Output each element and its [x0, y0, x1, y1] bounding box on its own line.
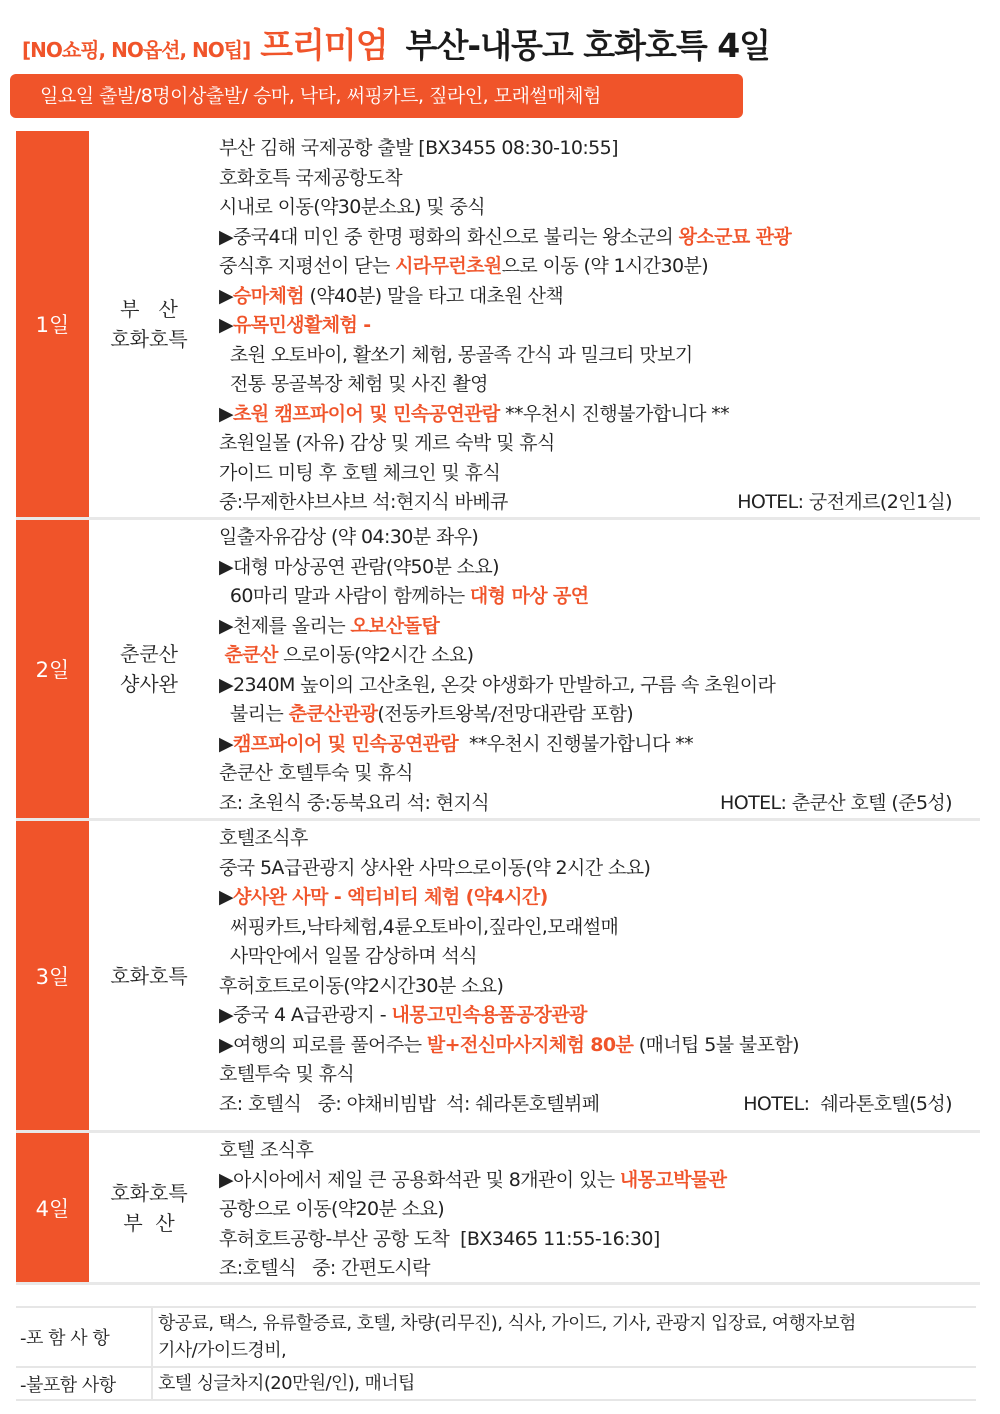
schedule-line — [219, 759, 980, 789]
city-cell — [89, 821, 209, 1130]
schedule-line — [219, 370, 980, 400]
hotel-info: HOTEL: 궁전게르(2인1실) — [737, 491, 952, 513]
hotel-info: HOTEL: 춘쿤산 호텔 (준5성) — [720, 791, 952, 814]
schedule-line — [219, 1166, 980, 1196]
highlight-text: 샹사완 사막 - 엑티비티 체험 (약4시간) — [233, 886, 548, 908]
city-cell — [89, 520, 209, 818]
schedule-text: ▶ — [219, 732, 234, 755]
schedule-line — [219, 1225, 980, 1255]
schedule-text: 호텔 조식후 — [219, 1139, 314, 1161]
highlight-text: 춘쿤산 — [224, 644, 278, 666]
schedule-line — [219, 193, 980, 223]
schedule-text: ▶중국 4 A급관광지 - — [219, 1004, 392, 1026]
schedule-line — [219, 942, 980, 972]
highlight-text: 내몽고박물관 — [619, 1168, 727, 1191]
detail-cell — [209, 131, 980, 517]
schedule-text: 중:무제한샤브샤브 석:현지식 바베큐 — [219, 491, 508, 513]
note-row — [16, 1308, 976, 1368]
highlight-text: 발+전신마사지체험 80분 — [426, 1033, 634, 1056]
schedule-line — [219, 311, 980, 341]
schedule-text: 호텔조식후 — [219, 827, 308, 849]
schedule-text: ▶ — [219, 284, 234, 307]
schedule-text: 불리는 — [219, 703, 289, 725]
highlight-text: 춘쿤산관광 — [288, 703, 378, 725]
note-line: 기사/가이드경비, — [158, 1340, 287, 1361]
schedule-line — [219, 134, 980, 164]
schedule-text: 전통 몽골복장 체험 및 사진 촬영 — [219, 373, 488, 395]
notes-table — [16, 1306, 976, 1401]
note-row — [16, 1368, 976, 1401]
schedule-line — [219, 164, 980, 194]
day-row — [16, 821, 980, 1133]
subtitle-banner: 일요일 출발/8명이상출발/ 승마, 낙타, 써핑카트, 짚라인, 모래썰매체험 — [10, 74, 743, 118]
schedule-text: 초원 오토바이, 활쏘기 체험, 몽골족 간식 과 밀크티 맛보기 — [219, 343, 693, 366]
schedule-line — [219, 1031, 980, 1061]
detail-cell — [209, 520, 980, 818]
schedule-text: ▶ — [219, 886, 234, 908]
schedule-text: **우천시 진행불가합니다 ** — [499, 402, 730, 425]
schedule-text: 으로이동(약2시간 소요) — [277, 644, 474, 666]
detail-cell — [209, 821, 980, 1130]
schedule-text: ▶천제를 올리는 — [219, 614, 351, 637]
highlight-text: 초원 캠프파이어 및 민속공연관람 — [233, 402, 500, 425]
schedule-line — [219, 1090, 980, 1120]
title-line — [22, 18, 770, 67]
schedule-line — [219, 730, 980, 760]
schedule-text: 부산 김해 국제공항 출발 [BX3455 08:30-10:55] — [219, 137, 618, 159]
schedule-line — [219, 341, 980, 371]
day-row — [16, 520, 980, 821]
city-name: 부 산 — [123, 1210, 175, 1235]
schedule-text: 중국 5A급관광지 샹사완 사막으로이동(약 2시간 소요) — [219, 856, 651, 879]
schedule-text: 초원일몰 (자유) 감상 및 게르 숙박 및 휴식 — [219, 432, 555, 454]
highlight-text: 시라무런초원 — [395, 255, 502, 277]
city-name: 호화호특 — [110, 963, 188, 988]
title-tag: [NO쇼핑, NO옵션, NO팁] — [22, 38, 251, 62]
schedule-line — [219, 1001, 980, 1031]
schedule-line — [219, 854, 980, 884]
schedule-line — [219, 700, 980, 730]
schedule-text: ▶대형 마상공연 관람(약50분 소요) — [219, 555, 499, 578]
schedule-line — [219, 641, 980, 671]
highlight-text: 왕소군묘 관광 — [678, 225, 792, 248]
schedule-text: **우천시 진행불가합니다 ** — [458, 732, 694, 755]
day-label: 4일 — [16, 1133, 89, 1282]
schedule-text: 사막안에서 일몰 감상하며 석식 — [219, 945, 478, 967]
schedule-text: 호텔투숙 및 휴식 — [219, 1063, 355, 1085]
schedule-text: ▶ — [219, 402, 234, 425]
schedule-text: 시내로 이동(약30분소요) 및 중식 — [219, 196, 485, 218]
highlight-text: 유목민생활체험 - — [233, 314, 371, 336]
schedule-line — [219, 282, 980, 312]
schedule-line — [219, 1060, 980, 1090]
schedule-text: (매너팁 5불 불포함) — [633, 1033, 799, 1056]
schedule-text: 조:호텔식 중: 간편도시락 — [219, 1257, 430, 1279]
schedule-line — [219, 429, 980, 459]
schedule-line — [219, 671, 980, 701]
highlight-text: 대형 마상 공연 — [469, 585, 589, 607]
schedule-text: ▶여행의 피로를 풀어주는 — [219, 1033, 427, 1056]
schedule-line — [219, 1136, 980, 1166]
highlight-text: 캠프파이어 및 민속공연관람 — [233, 732, 459, 755]
schedule-line — [219, 1195, 980, 1225]
day-label: 3일 — [16, 821, 89, 1130]
page-title: 부산-내몽고 호화호특 4일 — [405, 26, 771, 65]
city-name: 춘쿤산 — [120, 642, 178, 666]
schedule-line — [219, 553, 980, 583]
title-premium: 프리미엄 — [260, 26, 388, 66]
schedule-text: 후허호트공항-부산 공항 도착 [BX3465 11:55-16:30] — [219, 1227, 660, 1250]
day-label: 1일 — [16, 131, 89, 517]
day-label: 2일 — [16, 520, 89, 818]
city-cell — [89, 131, 209, 517]
schedule-text: 일출자유감상 (약 04:30분 좌우) — [219, 526, 479, 548]
schedule-line — [219, 972, 980, 1002]
note-label: -포 함 사 항 — [16, 1308, 153, 1366]
schedule-line — [219, 883, 980, 913]
schedule-text: 조: 초원식 중:동북요리 석: 현지식 — [219, 791, 489, 814]
schedule-line — [219, 824, 980, 854]
schedule-line — [219, 913, 980, 943]
schedule-text: 조: 호텔식 중: 야채비빔밥 석: 쉐라톤호텔뷔페 — [219, 1092, 600, 1115]
note-line: 호텔 싱글차지(20만원/인), 매너팁 — [158, 1373, 415, 1394]
schedule-line — [219, 488, 980, 518]
highlight-text: 내몽고민속용품공장관광 — [391, 1004, 587, 1026]
schedule-text: 60마리 말과 사람이 함께하는 — [219, 585, 470, 607]
schedule-line — [219, 582, 980, 612]
schedule-text: (약40분) 말을 타고 대초원 산책 — [304, 284, 564, 307]
city-cell — [89, 1133, 209, 1282]
schedule-line — [219, 789, 980, 819]
city-name: 호화호특 — [110, 1180, 188, 1205]
schedule-text: ▶2340M 높이의 고산초원, 온갖 야생화가 만발하고, 구름 속 초원이라 — [219, 673, 776, 696]
note-label: -불포함 사항 — [16, 1368, 153, 1399]
note-value — [153, 1368, 976, 1399]
day-row — [16, 1133, 980, 1285]
note-line: 항공료, 택스, 유류할증료, 호텔, 차량(리무진), 식사, 가이드, 기사, 관광지 입장료, 여행자보험 — [158, 1313, 856, 1334]
detail-cell — [209, 1133, 980, 1282]
schedule-text: (전동카트왕복/전망대관람 포함) — [377, 703, 634, 725]
schedule-line — [219, 400, 980, 430]
highlight-text: 승마체험 — [233, 284, 305, 307]
schedule-text: ▶ — [219, 314, 234, 336]
schedule-text: 써핑카트,낙타체험,4륜오토바이,짚라인,모래썰매 — [219, 915, 619, 938]
schedule-text: ▶아시아에서 제일 큰 공용화석관 및 8개관이 있는 — [219, 1168, 620, 1191]
schedule-line — [219, 252, 980, 282]
schedule-line — [219, 612, 980, 642]
schedule-text: 중식후 지평선이 닫는 — [219, 255, 396, 277]
page-header — [0, 0, 1000, 125]
schedule-text: 가이드 미팅 후 호텔 체크인 및 휴식 — [219, 461, 501, 484]
schedule-line — [219, 223, 980, 253]
note-value — [153, 1308, 976, 1366]
city-name: 샹사완 — [120, 672, 178, 696]
schedule-text: 춘쿤산 호텔투숙 및 휴식 — [219, 762, 413, 784]
city-name: 부 산 — [120, 297, 178, 321]
schedule-text: ▶중국4대 미인 중 한명 평화의 화신으로 불리는 왕소군의 — [219, 225, 679, 248]
schedule-line — [219, 523, 980, 553]
schedule-text: 공항으로 이동(약20분 소요) — [219, 1198, 445, 1220]
city-name: 호화호특 — [110, 327, 188, 351]
day-row — [16, 131, 980, 520]
highlight-text: 오보산돌탑 — [350, 614, 440, 637]
schedule-line — [219, 459, 980, 489]
schedule-text: 으로 이동 (약 1시간30분) — [501, 255, 709, 277]
schedule-line — [219, 1254, 980, 1284]
schedule-text: 호화호특 국제공항도착 — [219, 166, 402, 189]
hotel-info: HOTEL: 쉐라톤호텔(5성) — [743, 1092, 952, 1115]
schedule-text: 후허호트로이동(약2시간30분 소요) — [219, 974, 504, 997]
